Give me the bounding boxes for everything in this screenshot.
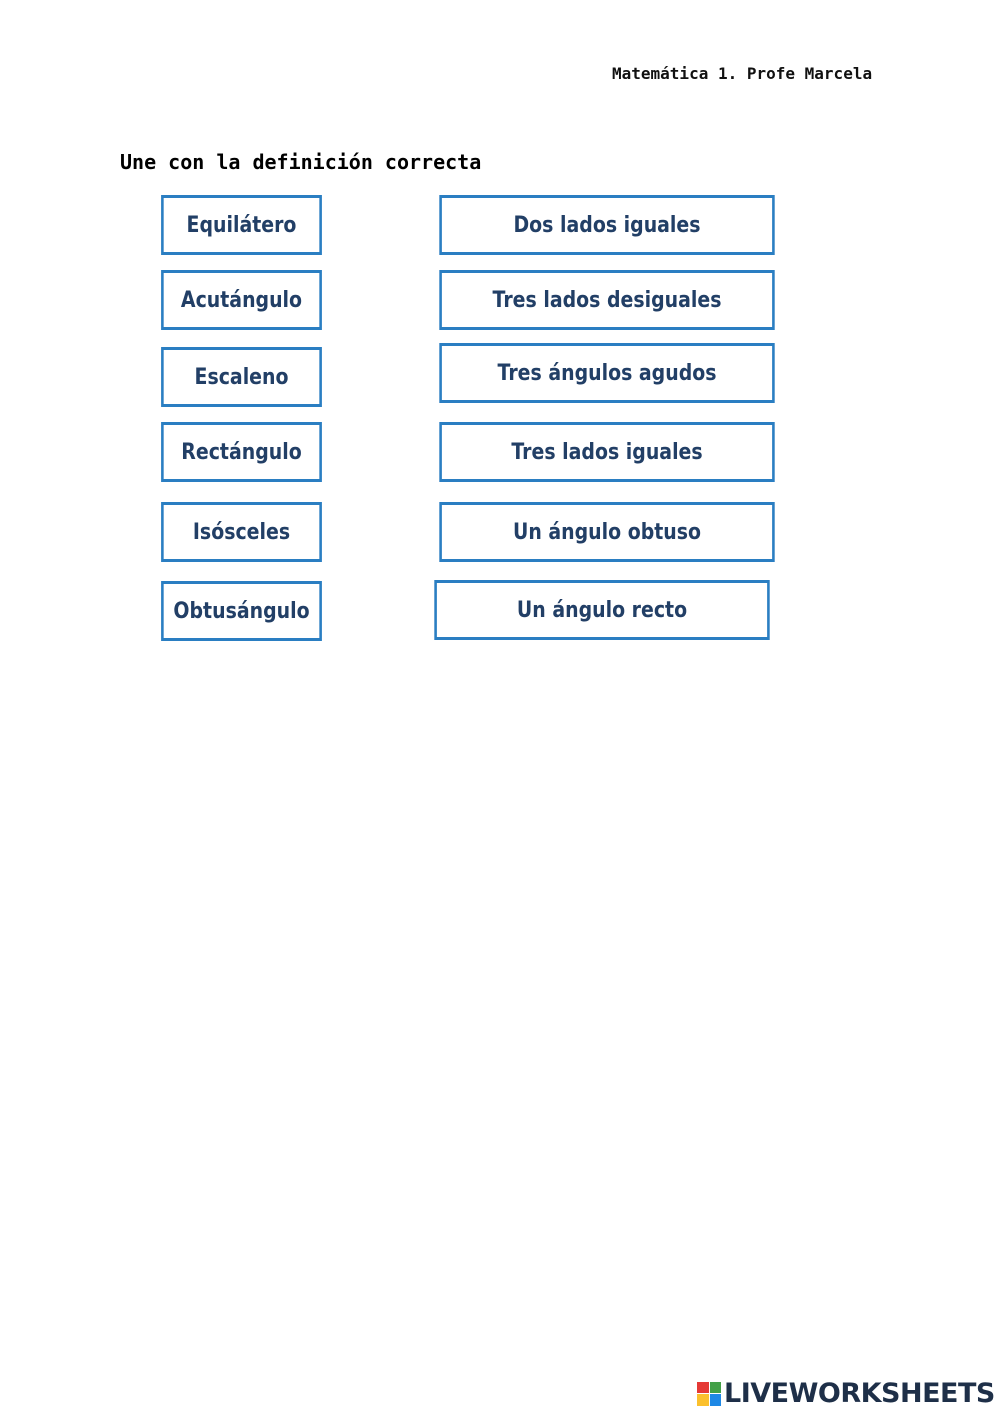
definition-box-4[interactable] (439, 422, 774, 482)
page-header: Matemática 1. Profe Marcela (612, 64, 873, 83)
definition-box-2[interactable] (439, 270, 774, 330)
definition-label: Tres lados iguales (511, 439, 703, 465)
term-label: Equilátero (186, 212, 297, 238)
term-box-5[interactable] (161, 502, 322, 562)
liveworksheets-logo-icon (697, 1382, 721, 1406)
definition-box-5[interactable] (439, 502, 774, 562)
instruction-title: Une con la definición correcta (120, 150, 482, 174)
definition-label: Tres lados desiguales (492, 287, 722, 313)
definition-box-1[interactable] (439, 195, 774, 255)
term-box-3[interactable] (161, 347, 322, 407)
liveworksheets-logo (697, 1378, 995, 1409)
term-box-1[interactable] (161, 195, 322, 255)
definition-box-3[interactable] (439, 343, 774, 403)
term-box-4[interactable] (161, 422, 322, 482)
definition-label: Tres ángulos agudos (497, 360, 717, 386)
term-label: Rectángulo (181, 439, 302, 465)
term-label: Acutángulo (180, 287, 303, 313)
term-label: Escaleno (194, 364, 289, 390)
definition-box-6[interactable] (434, 580, 769, 640)
definition-label: Un ángulo obtuso (512, 519, 702, 545)
term-box-2[interactable] (161, 270, 322, 330)
term-label: Obtusángulo (173, 598, 310, 624)
brand-name: LIVEWORKSHEETS (724, 1378, 995, 1409)
term-label: Isósceles (192, 519, 291, 545)
definition-label: Dos lados iguales (513, 212, 701, 238)
term-box-6[interactable] (161, 581, 322, 641)
definition-label: Un ángulo recto (516, 597, 688, 623)
